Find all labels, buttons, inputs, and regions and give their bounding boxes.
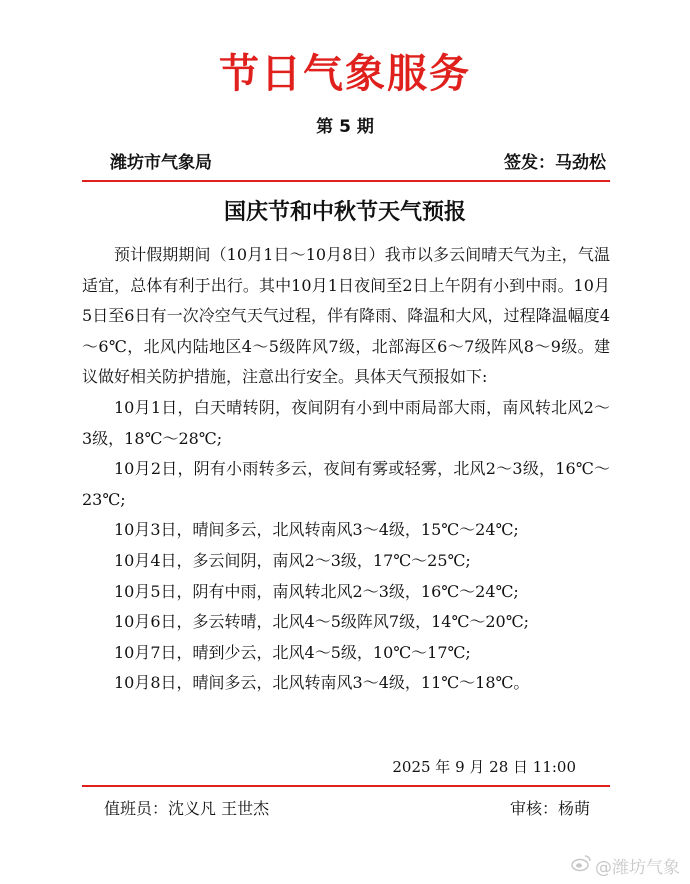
intro-paragraph: 预计假期期间（10月1日～10月8日）我市以多云间晴天气为主，气温适宜，总体有利于出行。其中10月1日夜间至2日上午阴有小到中雨。10月5日至6日有一次冷空气天气过程，伴有降雨、降温和大风，过程降温幅度4～6℃，北风内陆地区4～5级阵风7级，北部海区6～7级阵风8～9级。建议做好相关防护措施，注意出行安全。具体天气预报如下:: [82, 245, 610, 387]
watermark-text: @潍坊气象: [595, 858, 680, 878]
forecast-day: 10月2日，阴有小雨转多云，夜间有雾或轻雾，北风2～3级，16℃～23℃;: [82, 459, 610, 509]
weibo-icon: [571, 854, 591, 877]
issuer: 潍坊市气象局: [110, 153, 212, 173]
document-title: 国庆节和中秋节天气预报: [223, 199, 466, 225]
forecast-day: 10月5日，阴有中雨，南风转北风2～3级，16℃～24℃;: [114, 581, 519, 601]
signer: 签发：马劲松: [504, 153, 606, 173]
issue-datetime: 2025 年 9 月 28 日 11:00: [392, 758, 576, 776]
masthead-title: 节日气象服务: [219, 51, 471, 97]
forecast-day: 10月1日，白天晴转阴，夜间阴有小到中雨局部大雨，南风转北风2～3级，18℃～28℃;: [82, 397, 610, 448]
watermark: [571, 853, 680, 878]
document-body: [82, 240, 610, 699]
duty-officers: 值班员：沈义凡 王世杰: [104, 799, 270, 818]
forecast-day: 10月4日，多云间阴，南风2～3级，17℃～25℃;: [114, 550, 471, 570]
forecast-day: 10月6日，多云转晴，北风4～5级阵风7级，14℃～20℃;: [114, 612, 529, 632]
forecast-day: 10月7日，晴到少云，北风4～5级，10℃～17℃;: [114, 642, 471, 662]
forecast-day: 10月8日，晴间多云，北风转南风3～4级，11℃～18℃。: [114, 673, 530, 693]
red-divider-top: [82, 180, 610, 182]
forecast-day: 10月3日，晴间多云，北风转南风3～4级，15℃～24℃;: [114, 520, 519, 540]
red-divider-bottom: [82, 785, 610, 787]
issue-number: 第 5 期: [316, 117, 374, 137]
reviewer: 审核：杨萌: [509, 799, 590, 818]
